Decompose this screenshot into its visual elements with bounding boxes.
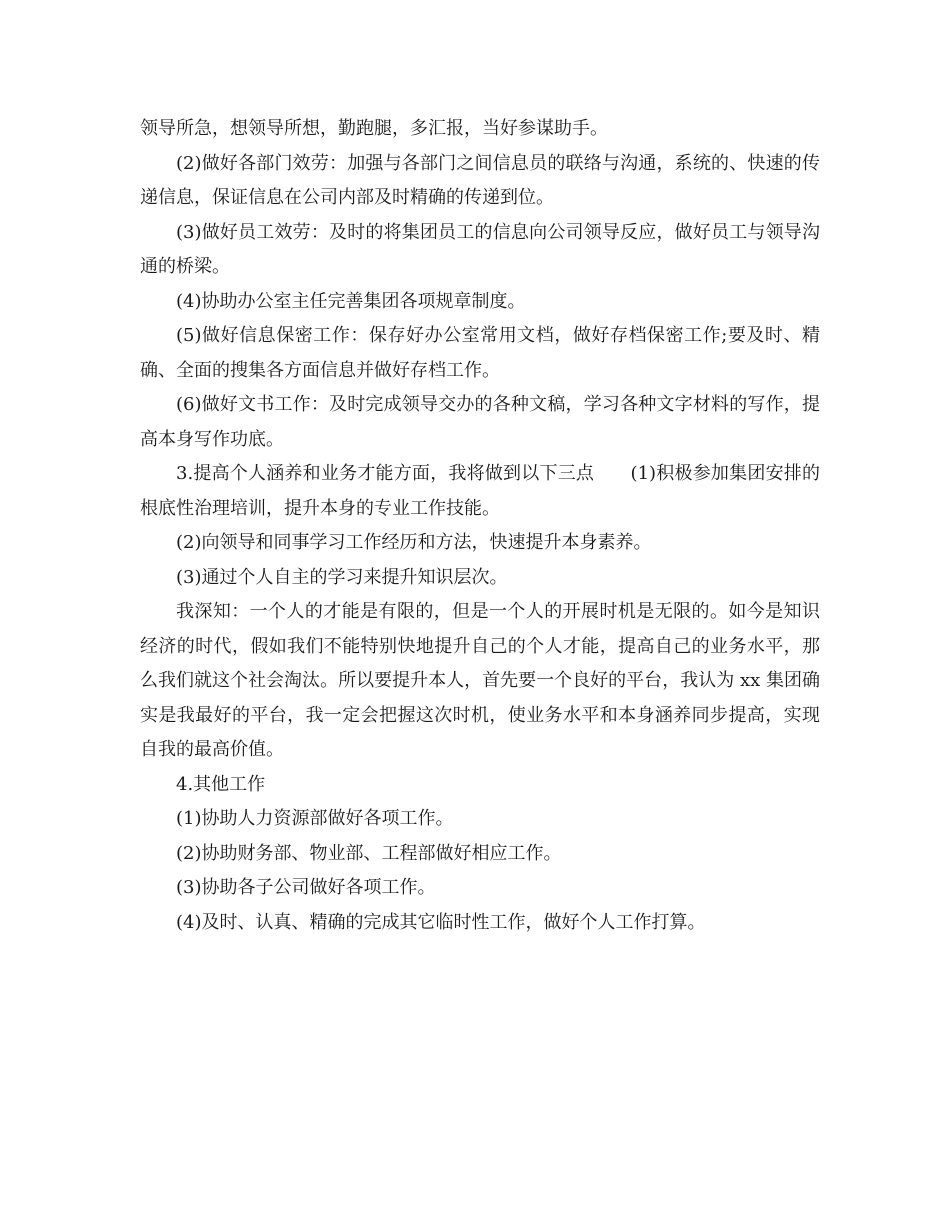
paragraph-15: (4)及时、认真、精确的完成其它临时性工作，做好个人工作打算。: [176, 911, 706, 933]
paragraph-7: 3.提高个人涵养和业务才能方面，我将做到以下三点 (1)积极参加集团安排的根底性治理培训，提升本身的专业工作技能。: [140, 463, 820, 519]
paragraph-9: (3)通过个人自主的学习来提升知识层次。: [176, 566, 508, 588]
paragraph-1: 领导所急，想领导所想，勤跑腿，多汇报，当好参谋助手。: [140, 118, 608, 139]
paragraph-2: (2)做好各部门效劳：加强与各部门之间信息员的联络与沟通，系统的、快速的传递信息，保证信息在公司内部及时精确的传递到位。: [140, 152, 820, 208]
paragraph-10: 我深知：一个人的才能是有限的，但是一个人的开展时机是无限的。如今是知识经济的时代，假如我们不能特别快地提升自己的个人才能，提高自己的业务水平，那么我们就这个社会淘汰。所以要提升本人，首先要一个良好的平台，我认为 xx 集团确实是我最好的平台，我一定会把握这次时机，使业务水平和本身涵养同步提高，实现自我的最高价值。: [140, 601, 820, 760]
paragraph-14: (3)协助各子公司做好各项工作。: [176, 877, 436, 898]
paragraph-11: 4.其他工作: [176, 773, 266, 795]
paragraph-12: (1)协助人力资源部做好各项工作。: [176, 808, 454, 829]
paragraph-6: (6)做好文书工作：及时完成领导交办的各种文稿，学习各种文字材料的写作，提高本身写作功底。: [140, 394, 820, 450]
paragraph-3: (3)做好员工效劳：及时的将集团员工的信息向公司领导反应，做好员工与领导沟通的桥梁。: [140, 221, 820, 277]
paragraph-4: (4)协助办公室主任完善集团各项规章制度。: [176, 290, 526, 312]
paragraph-5: (5)做好信息保密工作：保存好办公室常用文档，做好存档保密工作;要及时、精确、全面的搜集各方面信息并做好存档工作。: [140, 325, 820, 381]
paragraph-13: (2)协助财务部、物业部、工程部做好相应工作。: [176, 842, 562, 864]
document-body: [140, 112, 820, 940]
paragraph-8: (2)向领导和同事学习工作经历和方法，快速提升本身素养。: [176, 532, 652, 553]
